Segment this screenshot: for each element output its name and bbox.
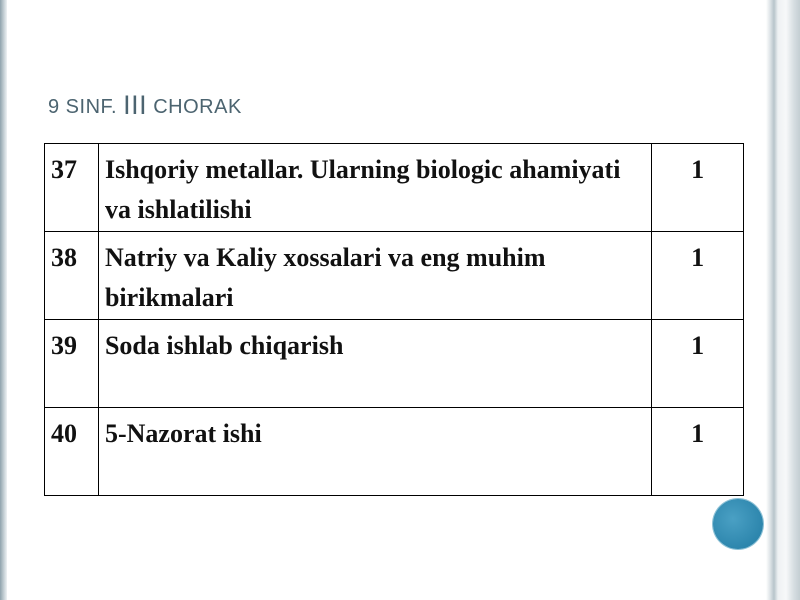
lesson-topic: Soda ishlab chiqarish xyxy=(98,320,651,408)
lesson-number: 39 xyxy=(45,320,99,408)
title-suffix: CHORAK xyxy=(147,96,242,118)
lesson-topic: Ishqoriy metallar. Ularning biologic ahamiyati va ishlatilishi xyxy=(98,144,651,232)
lesson-hours: 1 xyxy=(652,320,744,408)
right-frame-border xyxy=(766,0,800,600)
title-roman: III xyxy=(123,90,148,120)
lesson-topic: 5-Nazorat ishi xyxy=(98,408,651,496)
lesson-number: 40 xyxy=(45,408,99,496)
table-row xyxy=(45,320,744,408)
lesson-topic: Natriy va Kaliy xossalari va eng muhim birikmalari xyxy=(98,232,651,320)
lesson-hours: 1 xyxy=(652,232,744,320)
decorative-circle xyxy=(713,499,763,549)
table-row xyxy=(45,408,744,496)
lesson-number: 37 xyxy=(45,144,99,232)
lesson-number: 38 xyxy=(45,232,99,320)
lesson-hours: 1 xyxy=(652,408,744,496)
lesson-hours: 1 xyxy=(652,144,744,232)
title-prefix: 9 SINF. xyxy=(48,96,124,118)
table-row xyxy=(45,232,744,320)
table-row xyxy=(45,144,744,232)
left-frame-border xyxy=(0,0,7,600)
lesson-plan-table xyxy=(44,143,744,496)
slide-title xyxy=(48,90,242,121)
